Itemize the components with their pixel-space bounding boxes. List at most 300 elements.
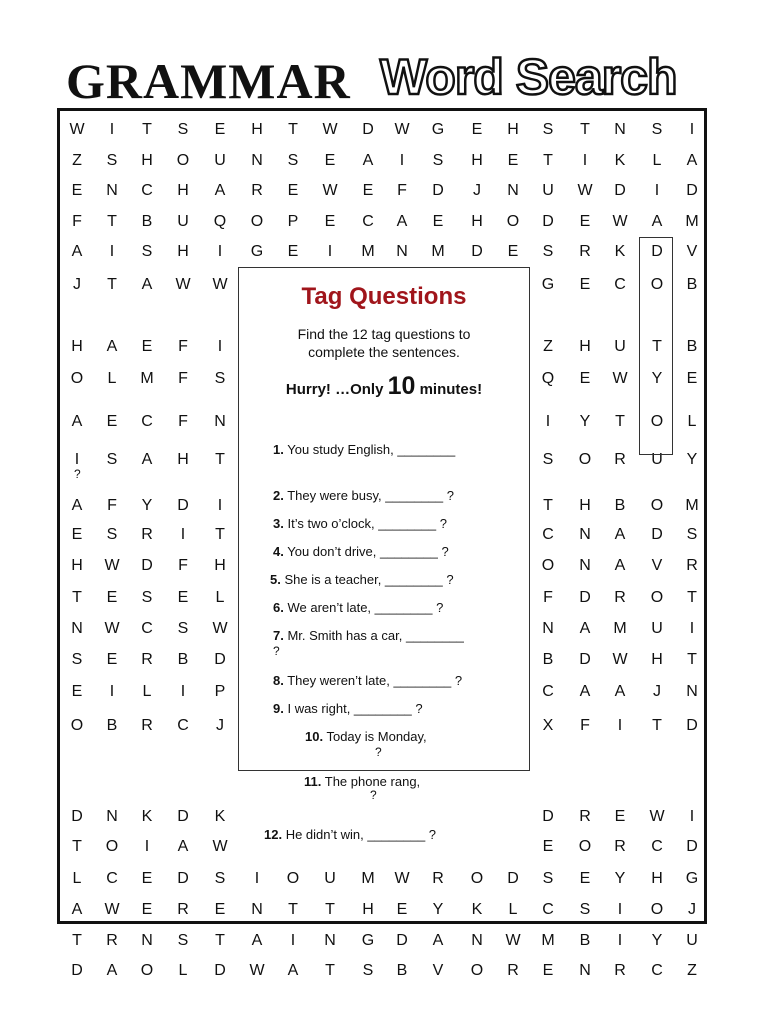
grid-letter: I: [689, 121, 695, 138]
grid-letter: R: [141, 651, 153, 668]
grid-letter: U: [177, 213, 189, 230]
grid-letter: C: [106, 870, 118, 887]
grid-letter: Y: [686, 451, 698, 468]
grid-letter: E: [324, 213, 336, 230]
grid-letter: B: [177, 651, 189, 668]
grid-letter: S: [214, 870, 226, 887]
grid-letter: M: [685, 213, 699, 230]
grid-letter: M: [613, 620, 627, 637]
grid-letter: T: [72, 932, 82, 949]
question-7: 7. Mr. Smith has a car, ________: [273, 628, 464, 643]
grid-letter: F: [580, 717, 590, 734]
grid-letter: O: [650, 276, 664, 293]
grid-letter: H: [71, 557, 83, 574]
grid-letter: K: [614, 152, 626, 169]
grid-letter: T: [652, 717, 662, 734]
grid-letter: C: [141, 182, 153, 199]
grid-letter: E: [579, 370, 591, 387]
grid-letter: H: [177, 182, 189, 199]
grid-letter: N: [579, 557, 591, 574]
grid-letter: A: [287, 962, 299, 979]
grid-letter: M: [361, 870, 375, 887]
grid-letter: S: [177, 620, 189, 637]
grid-letter: E: [362, 182, 374, 199]
grid-letter: S: [542, 870, 554, 887]
grid-letter: I: [617, 717, 623, 734]
question-12: 12. He didn’t win, ________ ?: [264, 827, 437, 842]
grid-letter: R: [579, 808, 591, 825]
grid-letter: R: [579, 243, 591, 260]
grid-letter: P: [287, 213, 299, 230]
grid-letter: W: [249, 962, 265, 979]
grid-letter: H: [579, 338, 591, 355]
grid-letter: E: [106, 589, 118, 606]
grid-letter: A: [71, 243, 83, 260]
grid-letter: W: [394, 121, 410, 138]
question-8: 8. They weren’t late, ________ ?: [273, 673, 463, 688]
grid-letter: N: [141, 932, 153, 949]
grid-letter: D: [542, 808, 554, 825]
grid-letter: W: [212, 620, 228, 637]
grid-letter: W: [104, 620, 120, 637]
grid-letter: D: [432, 182, 444, 199]
question-11: 11. The phone rang,: [304, 774, 421, 789]
grid-letter: T: [215, 451, 225, 468]
grid-letter: F: [178, 557, 188, 574]
grid-letter: O: [470, 870, 484, 887]
grid-letter: O: [70, 370, 84, 387]
grid-letter: J: [653, 683, 661, 700]
grid-letter: J: [688, 901, 696, 918]
grid-letter: E: [106, 651, 118, 668]
grid-letter: D: [214, 651, 226, 668]
question-3: 3. It’s two o’clock, ________ ?: [273, 516, 447, 531]
title-grammar: GRAMMAR: [66, 53, 351, 109]
grid-letter: A: [106, 962, 118, 979]
grid-letter: M: [361, 243, 375, 260]
grid-letter: N: [507, 182, 519, 199]
grid-letter: I: [290, 932, 296, 949]
grid-letter: W: [212, 276, 228, 293]
grid-letter: O: [578, 838, 592, 855]
grid-letter: G: [361, 932, 375, 949]
grid-letter: M: [431, 243, 445, 260]
grid-letter: F: [178, 338, 188, 355]
grid-letter: D: [177, 870, 189, 887]
grid-letter: T: [580, 121, 590, 138]
grid-letter: T: [107, 276, 117, 293]
title-word-search: Word Search: [380, 49, 677, 105]
grid-letter: E: [579, 870, 591, 887]
grid-letter: B: [542, 651, 554, 668]
grid-letter: S: [579, 901, 591, 918]
question-10: 10. Today is Monday,: [305, 729, 427, 744]
grid-letter: I: [109, 121, 115, 138]
grid-letter: U: [651, 620, 663, 637]
time-limit-note: [239, 372, 529, 401]
grid-letter: T: [687, 651, 697, 668]
grid-letter: W: [612, 213, 628, 230]
grid-letter: T: [142, 121, 152, 138]
grid-letter: Z: [543, 338, 553, 355]
grid-letter: S: [542, 121, 554, 138]
grid-letter: T: [215, 932, 225, 949]
grid-letter: E: [542, 962, 554, 979]
grid-letter: S: [542, 243, 554, 260]
question-7-mark: ?: [273, 644, 280, 658]
grid-letter: I: [654, 182, 660, 199]
grid-letter: E: [214, 121, 226, 138]
grid-letter: N: [686, 683, 698, 700]
question-5: 5. She is a teacher, ________ ?: [270, 572, 454, 587]
grid-letter: L: [687, 413, 697, 430]
grid-letter: N: [542, 620, 554, 637]
grid-letter: C: [177, 717, 189, 734]
grid-letter: D: [177, 497, 189, 514]
grid-letter: S: [141, 589, 153, 606]
grid-letter: K: [141, 808, 153, 825]
grid-letter: A: [214, 182, 226, 199]
grid-letter: O: [140, 962, 154, 979]
grid-letter: D: [507, 870, 519, 887]
grid-letter: S: [106, 526, 118, 543]
grid-letter: K: [614, 243, 626, 260]
grid-letter: D: [362, 121, 374, 138]
grid-letter: E: [324, 152, 336, 169]
grid-letter: A: [251, 932, 263, 949]
grid-letter: R: [432, 870, 444, 887]
grid-letter: N: [214, 413, 226, 430]
grid-letter: I: [582, 152, 588, 169]
grid-letter: J: [216, 717, 224, 734]
grid-letter: A: [651, 213, 663, 230]
minutes-text: minutes!: [419, 381, 483, 398]
grid-letter: T: [72, 838, 82, 855]
grid-letter: I: [217, 497, 223, 514]
grid-letter: O: [506, 213, 520, 230]
grid-letter: O: [541, 557, 555, 574]
grid-letter: T: [543, 497, 553, 514]
grid-letter: W: [649, 808, 665, 825]
grid-letter: I: [180, 526, 186, 543]
question-2: 2. They were busy, ________ ?: [273, 488, 454, 503]
grid-letter: C: [542, 526, 554, 543]
grid-letter: A: [106, 338, 118, 355]
grid-letter: V: [686, 243, 698, 260]
grid-letter: T: [325, 962, 335, 979]
grid-letter: O: [650, 589, 664, 606]
grid-letter: E: [71, 683, 83, 700]
grid-letter: W: [322, 182, 338, 199]
grid-question-mark: ?: [74, 467, 81, 481]
grid-letter: E: [396, 901, 408, 918]
grid-letter: C: [141, 620, 153, 637]
grid-letter: D: [141, 557, 153, 574]
grid-letter: E: [579, 213, 591, 230]
grid-letter: A: [71, 497, 83, 514]
grid-letter: J: [73, 276, 81, 293]
grid-letter: B: [579, 932, 591, 949]
grid-letter: I: [254, 870, 260, 887]
grid-letter: D: [686, 182, 698, 199]
grid-letter: E: [71, 182, 83, 199]
grid-letter: D: [686, 717, 698, 734]
grid-letter: E: [542, 838, 554, 855]
grid-letter: G: [431, 121, 445, 138]
grid-letter: H: [651, 651, 663, 668]
grid-letter: D: [542, 213, 554, 230]
grid-letter: B: [614, 497, 626, 514]
grid-letter: C: [542, 683, 554, 700]
grid-letter: N: [579, 526, 591, 543]
grid-letter: Q: [213, 213, 227, 230]
grid-letter: O: [250, 213, 264, 230]
grid-letter: W: [212, 838, 228, 855]
grid-letter: T: [543, 152, 553, 169]
grid-letter: O: [70, 717, 84, 734]
grid-letter: G: [685, 870, 699, 887]
grid-letter: H: [141, 152, 153, 169]
grid-letter: O: [176, 152, 190, 169]
grid-letter: D: [71, 962, 83, 979]
grid-letter: F: [107, 497, 117, 514]
grid-letter: B: [141, 213, 153, 230]
grid-letter: E: [141, 338, 153, 355]
grid-letter: C: [542, 901, 554, 918]
grid-letter: W: [175, 276, 191, 293]
grid-letter: I: [689, 808, 695, 825]
grid-letter: C: [651, 962, 663, 979]
grid-letter: I: [180, 683, 186, 700]
grid-letter: D: [614, 182, 626, 199]
grid-letter: K: [471, 901, 483, 918]
grid-letter: A: [362, 152, 374, 169]
grid-letter: N: [579, 962, 591, 979]
grid-letter: D: [651, 526, 663, 543]
grid-letter: Y: [432, 901, 444, 918]
grid-letter: T: [288, 121, 298, 138]
grid-letter: E: [177, 589, 189, 606]
grid-letter: N: [71, 620, 83, 637]
grid-letter: I: [74, 451, 80, 468]
grid-letter: A: [141, 451, 153, 468]
grid-letter: S: [686, 526, 698, 543]
grid-letter: D: [686, 838, 698, 855]
grid-letter: T: [215, 526, 225, 543]
grid-letter: A: [614, 557, 626, 574]
grid-letter: I: [109, 243, 115, 260]
minutes-number: 10: [387, 372, 416, 400]
grid-letter: U: [214, 152, 226, 169]
grid-letter: W: [104, 901, 120, 918]
grid-letter: N: [396, 243, 408, 260]
grid-letter: R: [141, 526, 153, 543]
grid-letter: D: [471, 243, 483, 260]
grid-letter: S: [362, 962, 374, 979]
grid-letter: L: [508, 901, 518, 918]
grid-letter: U: [686, 932, 698, 949]
grid-letter: N: [106, 182, 118, 199]
grid-letter: I: [689, 620, 695, 637]
grid-letter: A: [432, 932, 444, 949]
grid-letter: H: [651, 870, 663, 887]
grid-letter: V: [651, 557, 663, 574]
grid-letter: K: [214, 808, 226, 825]
grid-letter: A: [71, 413, 83, 430]
grid-letter: H: [507, 121, 519, 138]
grid-letter: A: [141, 276, 153, 293]
grid-letter: W: [69, 121, 85, 138]
grid-letter: U: [542, 182, 554, 199]
grid-letter: R: [614, 451, 626, 468]
grid-letter: Y: [579, 413, 591, 430]
question-10-mark: ?: [375, 745, 382, 759]
grid-letter: Y: [651, 370, 663, 387]
grid-letter: I: [617, 932, 623, 949]
grid-letter: W: [104, 557, 120, 574]
grid-letter: U: [651, 451, 663, 468]
grid-letter: U: [324, 870, 336, 887]
grid-letter: O: [650, 497, 664, 514]
grid-letter: Z: [687, 962, 697, 979]
grid-letter: N: [471, 932, 483, 949]
grid-letter: C: [614, 276, 626, 293]
grid-letter: I: [617, 901, 623, 918]
grid-letter: T: [107, 213, 117, 230]
grid-letter: E: [471, 121, 483, 138]
tag-questions-panel: [238, 267, 530, 771]
grid-letter: A: [396, 213, 408, 230]
grid-letter: T: [615, 413, 625, 430]
grid-letter: E: [141, 901, 153, 918]
grid-letter: Y: [651, 932, 663, 949]
grid-letter: W: [394, 870, 410, 887]
grid-letter: R: [614, 962, 626, 979]
grid-letter: E: [579, 276, 591, 293]
grid-letter: A: [614, 683, 626, 700]
grid-letter: H: [177, 243, 189, 260]
grid-letter: E: [287, 182, 299, 199]
grid-letter: E: [507, 243, 519, 260]
instructions-line-1: Find the 12 tag questions to: [297, 326, 471, 342]
grid-letter: W: [577, 182, 593, 199]
grid-letter: Z: [72, 152, 82, 169]
grid-letter: S: [177, 932, 189, 949]
grid-letter: N: [614, 121, 626, 138]
grid-letter: D: [177, 808, 189, 825]
grid-letter: T: [325, 901, 335, 918]
grid-letter: W: [612, 370, 628, 387]
grid-letter: F: [543, 589, 553, 606]
grid-letter: C: [362, 213, 374, 230]
grid-letter: T: [687, 589, 697, 606]
grid-letter: W: [505, 932, 521, 949]
grid-letter: D: [214, 962, 226, 979]
question-6: 6. We aren’t late, ________ ?: [273, 600, 444, 615]
grid-letter: A: [686, 152, 698, 169]
grid-letter: D: [651, 243, 663, 260]
grid-letter: A: [579, 683, 591, 700]
grid-letter: B: [686, 338, 698, 355]
grid-letter: H: [177, 451, 189, 468]
grid-letter: S: [542, 451, 554, 468]
grid-letter: D: [396, 932, 408, 949]
grid-letter: R: [106, 932, 118, 949]
grid-letter: T: [652, 338, 662, 355]
grid-letter: S: [214, 370, 226, 387]
grid-letter: M: [140, 370, 154, 387]
grid-letter: M: [541, 932, 555, 949]
grid-letter: I: [327, 243, 333, 260]
grid-letter: L: [72, 870, 82, 887]
grid-letter: I: [144, 838, 150, 855]
grid-letter: F: [397, 182, 407, 199]
grid-letter: G: [541, 276, 555, 293]
grid-letter: O: [650, 413, 664, 430]
grid-letter: A: [71, 901, 83, 918]
grid-letter: A: [177, 838, 189, 855]
grid-letter: L: [178, 962, 188, 979]
grid-letter: R: [141, 717, 153, 734]
grid-letter: X: [542, 717, 554, 734]
grid-letter: O: [470, 962, 484, 979]
grid-letter: S: [106, 451, 118, 468]
grid-letter: S: [71, 651, 83, 668]
grid-letter: J: [473, 182, 481, 199]
grid-letter: B: [686, 276, 698, 293]
grid-letter: R: [177, 901, 189, 918]
grid-letter: E: [614, 808, 626, 825]
grid-letter: T: [288, 901, 298, 918]
grid-letter: I: [399, 152, 405, 169]
grid-letter: Y: [614, 870, 626, 887]
grid-letter: F: [178, 413, 188, 430]
grid-letter: E: [432, 213, 444, 230]
grid-letter: A: [614, 526, 626, 543]
grid-letter: S: [106, 152, 118, 169]
grid-letter: H: [214, 557, 226, 574]
instructions-line-2: complete the sentences.: [308, 344, 460, 360]
grid-letter: E: [214, 901, 226, 918]
grid-letter: I: [217, 338, 223, 355]
grid-letter: L: [215, 589, 225, 606]
grid-letter: W: [322, 121, 338, 138]
question-4: 4. You don’t drive, ________ ?: [273, 544, 449, 559]
grid-letter: S: [287, 152, 299, 169]
grid-letter: R: [507, 962, 519, 979]
grid-letter: G: [250, 243, 264, 260]
grid-letter: F: [178, 370, 188, 387]
grid-letter: L: [107, 370, 117, 387]
grid-letter: I: [109, 683, 115, 700]
grid-letter: S: [432, 152, 444, 169]
grid-letter: N: [251, 152, 263, 169]
grid-letter: S: [651, 121, 663, 138]
grid-letter: E: [507, 152, 519, 169]
grid-letter: R: [686, 557, 698, 574]
grid-letter: D: [579, 589, 591, 606]
grid-letter: S: [177, 121, 189, 138]
grid-letter: O: [578, 451, 592, 468]
grid-letter: P: [214, 683, 226, 700]
grid-letter: F: [72, 213, 82, 230]
grid-letter: R: [614, 589, 626, 606]
found-word-outline: [639, 237, 673, 455]
grid-letter: D: [71, 808, 83, 825]
grid-letter: S: [141, 243, 153, 260]
grid-letter: Q: [541, 370, 555, 387]
grid-letter: D: [579, 651, 591, 668]
